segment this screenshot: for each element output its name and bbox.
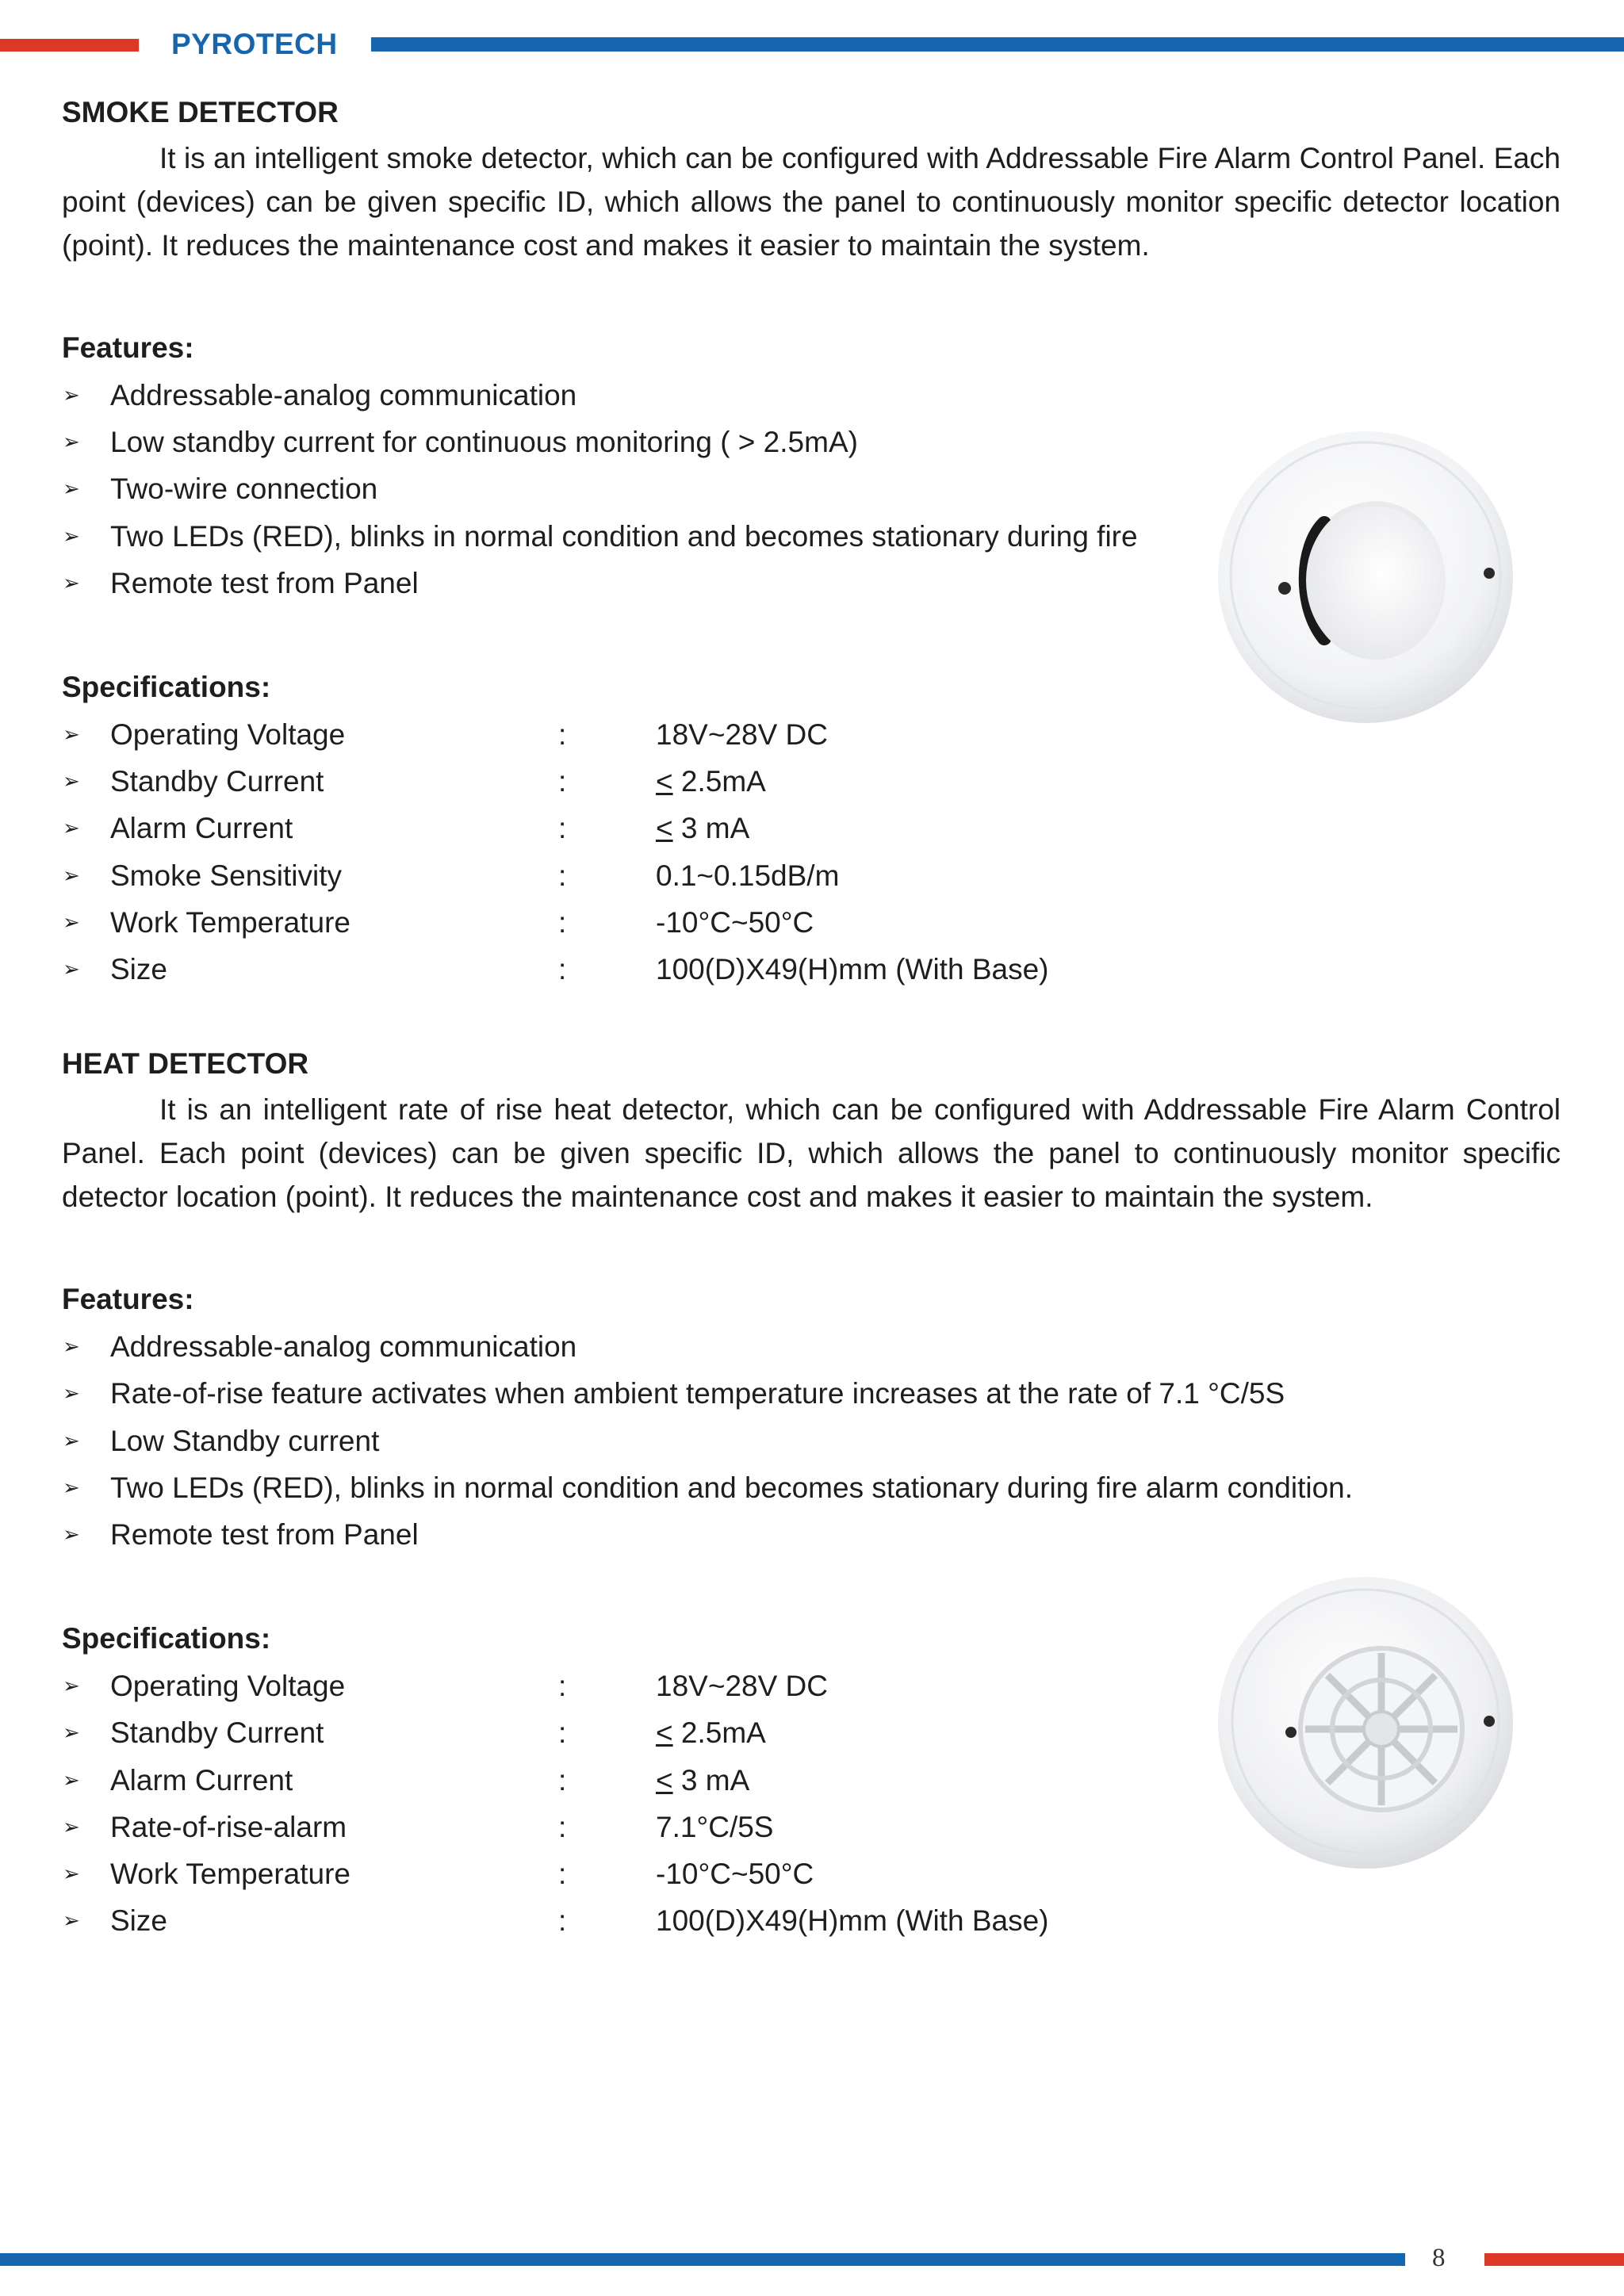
feature-item: ➢ Rate-of-rise feature activates when ambient temperature increases at the rate of 7.1 °C/5S <box>62 1370 1561 1417</box>
spec-name: Standby Current <box>110 1716 324 1750</box>
less-equal-symbol: < <box>656 1716 673 1750</box>
spec-name: Size <box>110 953 167 986</box>
spec-separator: : <box>558 859 567 892</box>
spec-name: Work Temperature <box>110 905 350 939</box>
less-equal-symbol: < <box>656 812 673 845</box>
arrow-bullet-icon: ➢ <box>63 909 80 934</box>
section-description: It is an intelligent smoke detector, which can be configured with Addressable Fire Alarm Control Panel. Each point (devices) can be given specific ID, which allows the panel to continuously monitor specific detector location (point). It reduces the maintenance cost and makes it easier to maintain the system. <box>62 142 1561 262</box>
spec-separator: : <box>558 905 567 939</box>
spec-value: 18V~28V DC <box>656 718 828 752</box>
less-equal-symbol: < <box>656 765 673 798</box>
brand-title: PYROTECH <box>171 28 338 60</box>
spec-row <box>62 852 1561 899</box>
features-heading: Features: <box>62 1283 194 1316</box>
arrow-bullet-icon: ➢ <box>63 816 80 840</box>
footer-blue-bar <box>0 2253 1405 2266</box>
spec-value: 7.1°C/5S <box>656 1810 774 1843</box>
arrow-bullet-icon: ➢ <box>63 1522 80 1547</box>
spec-separator: : <box>558 1763 567 1797</box>
specifications-list <box>62 711 1561 993</box>
spec-separator: : <box>558 1716 567 1750</box>
specifications-heading: Specifications: <box>62 1622 271 1655</box>
feature-item: ➢ Remote test from Panel <box>62 1511 1561 1558</box>
spec-value: < 2.5mA <box>656 765 766 798</box>
spec-value: 100(D)X49(H)mm (With Base) <box>656 953 1049 986</box>
feature-item: ➢ Addressable-analog communication <box>62 372 1561 419</box>
feature-item: ➢ Addressable-analog communication <box>62 1323 1561 1370</box>
arrow-bullet-icon: ➢ <box>63 1862 80 1886</box>
arrow-bullet-icon: ➢ <box>63 957 80 982</box>
arrow-bullet-icon: ➢ <box>63 1814 80 1839</box>
spec-name: Alarm Current <box>110 1763 293 1797</box>
spec-value: -10°C~50°C <box>656 1858 814 1891</box>
arrow-bullet-icon: ➢ <box>63 476 80 501</box>
arrow-bullet-icon: ➢ <box>63 1475 80 1499</box>
spec-name: Smoke Sensitivity <box>110 859 342 892</box>
smoke-detector-image <box>1213 428 1515 725</box>
arrow-bullet-icon: ➢ <box>63 1334 80 1359</box>
spec-separator: : <box>558 953 567 986</box>
spec-separator: : <box>558 812 567 845</box>
spec-separator: : <box>558 1810 567 1843</box>
spec-separator: : <box>558 765 567 798</box>
feature-item: ➢ Remote test from Panel <box>62 560 1561 607</box>
arrow-bullet-icon: ➢ <box>63 383 80 407</box>
arrow-bullet-icon: ➢ <box>63 523 80 548</box>
arrow-bullet-icon: ➢ <box>63 769 80 794</box>
arrow-bullet-icon: ➢ <box>63 1908 80 1933</box>
heat-detector-image <box>1213 1574 1515 1871</box>
spec-value: -10°C~50°C <box>656 905 814 939</box>
section-title: HEAT DETECTOR <box>62 1047 309 1081</box>
footer-red-bar <box>1484 2253 1624 2266</box>
feature-item: ➢ Two LEDs (RED), blinks in normal condition and becomes stationary during fire alarm condition. <box>62 1464 1561 1511</box>
spec-name: Size <box>110 1904 167 1938</box>
spec-name: Operating Voltage <box>110 718 346 752</box>
features-heading: Features: <box>62 331 194 364</box>
header-red-bar <box>0 39 139 52</box>
feature-item: ➢ Two-wire connection <box>62 465 1561 512</box>
arrow-bullet-icon: ➢ <box>63 430 80 454</box>
spec-row <box>62 946 1561 993</box>
spec-name: Operating Voltage <box>110 1670 346 1703</box>
spec-value: 18V~28V DC <box>656 1670 828 1703</box>
header-blue-bar <box>371 37 1624 52</box>
feature-item: ➢ Two LEDs (RED), blinks in normal condition and becomes stationary during fire <box>62 513 1561 560</box>
feature-item: ➢ Low Standby current <box>62 1418 1561 1464</box>
spec-value: < 2.5mA <box>656 1716 766 1750</box>
section-description: It is an intelligent rate of rise heat detector, which can be configured with Addressable Fire Alarm Control Panel. Each point (devices) can be given specific ID, which allows the panel to continuously monitor specific detector location (point). It reduces the maintenance cost and makes it easier to maintain the system. <box>62 1093 1561 1214</box>
arrow-bullet-icon: ➢ <box>63 1720 80 1745</box>
section-title: SMOKE DETECTOR <box>62 96 339 128</box>
spec-name: Standby Current <box>110 765 324 798</box>
arrow-bullet-icon: ➢ <box>63 1767 80 1792</box>
spec-row <box>62 758 1561 805</box>
arrow-bullet-icon: ➢ <box>63 1381 80 1406</box>
section-spacer <box>62 993 1561 1040</box>
spec-separator: : <box>558 1858 567 1891</box>
spec-name: Rate-of-rise-alarm <box>110 1810 347 1843</box>
spec-name: Work Temperature <box>110 1858 350 1891</box>
spec-value: 100(D)X49(H)mm (With Base) <box>656 1904 1049 1938</box>
spec-value: < 3 mA <box>656 812 750 845</box>
page-number: 8 <box>1432 2244 1446 2272</box>
arrow-bullet-icon: ➢ <box>63 1674 80 1698</box>
spec-separator: : <box>558 718 567 752</box>
less-equal-symbol: < <box>656 1763 673 1797</box>
spec-row <box>62 1897 1561 1944</box>
spec-value: < 3 mA <box>656 1763 750 1797</box>
spec-row <box>62 805 1561 851</box>
spec-row <box>62 899 1561 946</box>
feature-item: ➢ Low standby current for continuous monitoring ( > 2.5mA) <box>62 419 1561 465</box>
spec-separator: : <box>558 1670 567 1703</box>
spec-name: Alarm Current <box>110 812 293 845</box>
arrow-bullet-icon: ➢ <box>63 722 80 747</box>
spec-separator: : <box>558 1904 567 1938</box>
arrow-bullet-icon: ➢ <box>63 863 80 887</box>
spec-value: 0.1~0.15dB/m <box>656 859 840 892</box>
arrow-bullet-icon: ➢ <box>63 570 80 595</box>
arrow-bullet-icon: ➢ <box>63 1428 80 1452</box>
specifications-heading: Specifications: <box>62 671 271 704</box>
features-list <box>62 1323 1561 1558</box>
